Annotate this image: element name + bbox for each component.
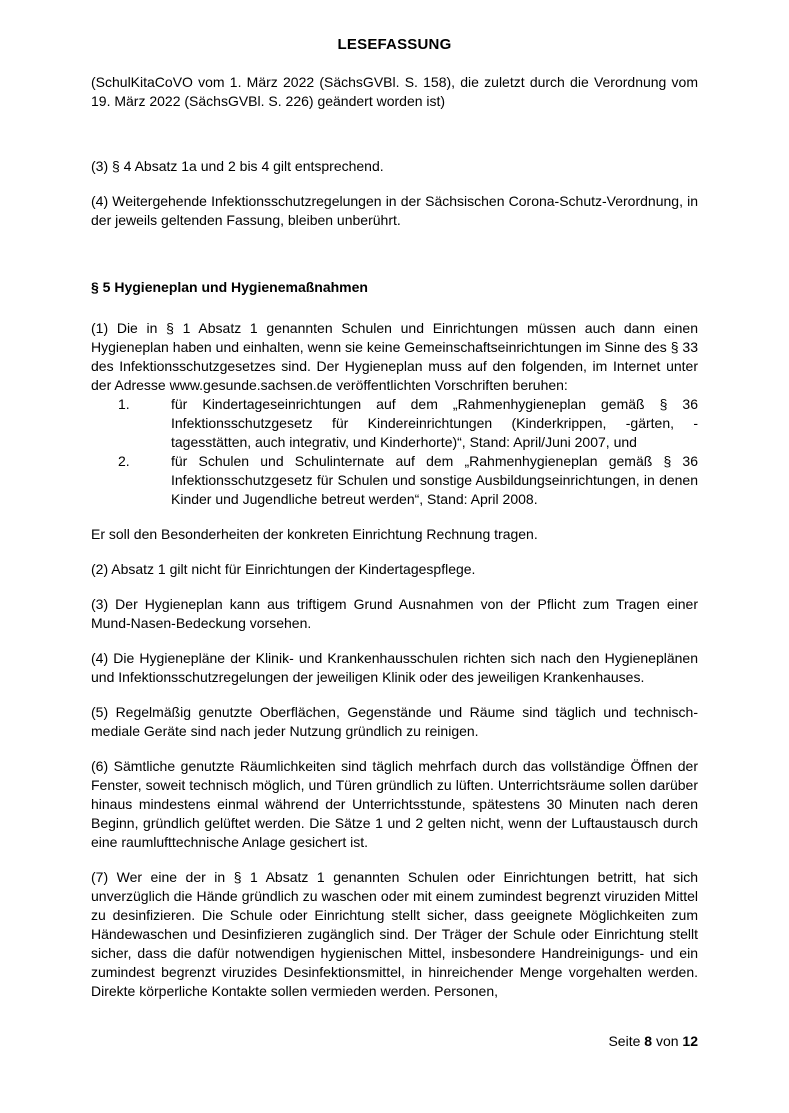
document-page [91,36,698,1001]
paragraph-3: (3) § 4 Absatz 1a und 2 bis 4 gilt entsprechend. [91,158,384,174]
section-5-paragraph-3: (3) Der Hygieneplan kann aus triftigem Grund Ausnahmen von der Pflicht zum Tragen einer Mund-Nasen-Bedeckung vorsehen. [91,596,698,631]
section-5-paragraph-4: (4) Die Hygienepläne der Klinik- und Krankenhausschulen richten sich nach den Hygieneplänen und Infektionsschutzregelungen der jeweiligen Klinik oder des jeweiligen Krankenhauses. [91,650,698,685]
list-item-number: 1. [118,396,130,412]
section-heading: § 5 Hygieneplan und Hygienemaßnahmen [91,279,368,295]
list-item [91,452,698,509]
requirements-list [91,395,698,509]
section-5-paragraph-5: (5) Regelmäßig genutzte Oberflächen, Gegenstände und Räume sind täglich und technisch-mediale Geräte sind nach jeder Nutzung gründlich zu reinigen. [91,704,698,739]
section-5-paragraph-1b: Er soll den Besonderheiten der konkreten Einrichtung Rechnung tragen. [91,526,538,542]
list-item-text: für Kindertageseinrichtungen auf dem „Rahmenhygieneplan gemäß § 36 Infektionsschutzgesetz für Kindereinrichtungen (Kinderkrippen, -gärten, -tagesstätten, auch integrativ, und Kinderhorte)“, Stand: April/Juni 2007, und [171,396,698,450]
section-5-paragraph-7: (7) Wer eine der in § 1 Absatz 1 genannten Schulen oder Einrichtungen betritt, hat sich unverzüglich die Hände gründlich zu waschen oder mit einem zumindest begrenzt viruziden Mittel zu desinfizieren. Die Schule oder Einrichtung stellt sicher, dass geeignete Möglichkeiten zum Händewaschen und Desinfizieren zugänglich sind. Der Träger der Schule oder Einrichtung stellt sicher, dass die dafür notwendigen hygienischen Mittel, insbesondere Handreinigungs- und ein zumindest begrenzt viruzides Desinfektionsmittel, in hinreichender Menge vorgehalten werden. Direkte körperliche Kontakte sollen vermieden werden. Personen, [91,869,698,999]
footer-page-prefix: Seite [608,1033,641,1049]
intro-paragraph: (SchulKitaCoVO vom 1. März 2022 (SächsGVBl. S. 158), die zuletzt durch die Verordnung vom 19. März 2022 (SächsGVBl. S. 226) geändert worden ist) [91,74,698,109]
footer-page-number: 8 [644,1033,653,1049]
list-item-number: 2. [118,453,130,469]
section-5-paragraph-6: (6) Sämtliche genutzte Räumlichkeiten sind täglich mehrfach durch das vollständige Öffnen der Fenster, soweit technisch möglich, und Türen gründlich zu lüften. Unterrichtsräume sollen darüber hinaus mindestens einmal während der Unterrichtsstunde, spätestens 30 Minuten nach deren Beginn, gründlich gelüftet werden. Die Sätze 1 und 2 gelten nicht, wenn der Luftaustausch durch eine raumlufttechnische Anlage gesichert ist. [91,758,698,850]
footer-page-middle: von [655,1033,679,1049]
footer-page-total: 12 [682,1033,698,1049]
page-footer [560,1033,698,1049]
paragraph-4: (4) Weitergehende Infektionsschutzregelungen in der Sächsischen Corona-Schutz-Verordnung, in der jeweils geltenden Fassung, bleiben unberührt. [91,193,698,228]
section-5-paragraph-1: (1) Die in § 1 Absatz 1 genannten Schulen und Einrichtungen müssen auch dann einen Hygieneplan haben und einhalten, wenn sie keine Gemeinschaftseinrichtungen im Sinne des § 33 des Infektionsschutzgesetzes sind. Der Hygieneplan muss auf den folgenden, im Internet unter der Adresse www.gesunde.sachsen.de veröffentlichten Vorschriften beruhen: [91,320,698,393]
list-item [91,395,698,452]
list-item-text: für Schulen und Schulinternate auf dem „Rahmenhygieneplan gemäß § 36 Infektionsschutzgesetz für Schulen und sonstige Ausbildungseinrichtungen, in denen Kinder und Jugendliche betreut werden“, Stand: April 2008. [171,453,698,507]
page-header: LESEFASSUNG [337,36,452,53]
section-5-paragraph-2: (2) Absatz 1 gilt nicht für Einrichtungen der Kindertagespflege. [91,561,476,577]
